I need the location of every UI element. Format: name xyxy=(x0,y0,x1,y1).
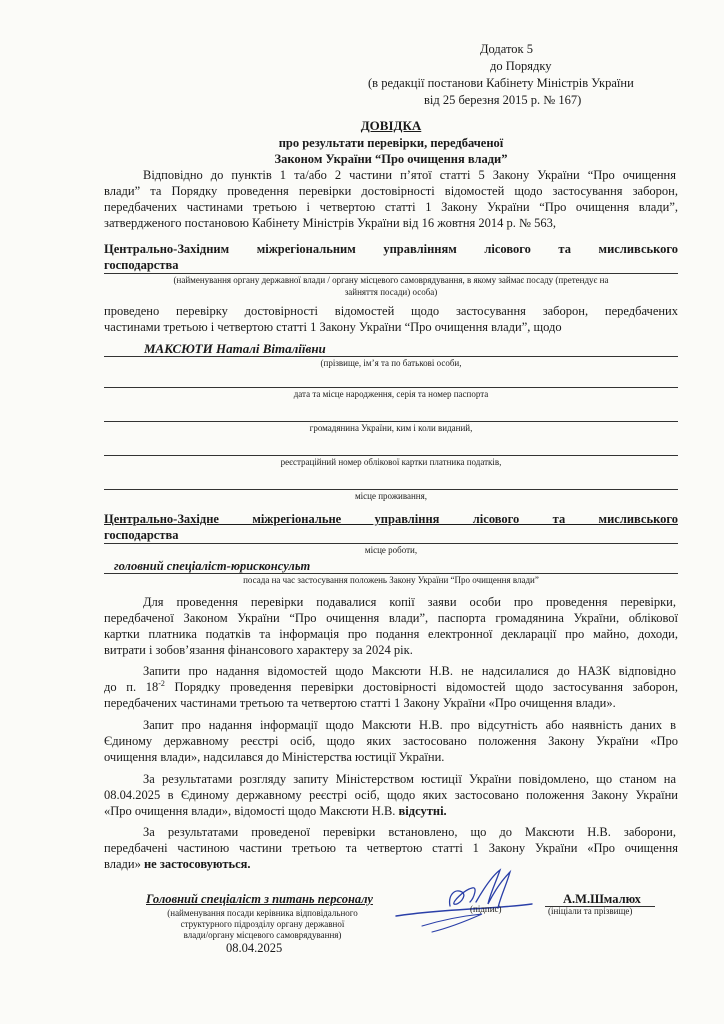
performed-line-1: проведено перевірку достовірності відомостей щодо застосування заборон, передбачених xyxy=(104,304,678,318)
paragraph-5-line-1: За результатами проведеної перевірки встановлено, що до Максюти Н.В. заборони, xyxy=(143,825,676,839)
paragraph-1-line-1: Для проведення перевірки подавалися копії заяви особи про проведення перевірки, xyxy=(143,595,676,609)
document-title: ДОВІДКА xyxy=(360,118,422,133)
intro-line-1: Відповідно до пунктів 1 та/або 2 частини п’ятої статті 5 Закону України “Про очищення xyxy=(143,168,676,182)
workplace-line-1: Центрально-Західне міжрегіональне управління лісового та мисливського xyxy=(104,512,678,526)
paragraph-2-line-1: Запити про надання відомостей щодо Максюти Н.В. не надсилалися до НАЗК відповідно xyxy=(143,664,676,678)
birth-caption: дата та місце народження, серія та номер паспорта xyxy=(293,389,489,399)
paragraph-4-line-3 xyxy=(104,804,447,819)
person-name-underline xyxy=(104,356,678,357)
intro-line-4: затвердженого постановою Кабінету Міністрів України від 16 жовтня 2014 р. № 563, xyxy=(104,216,556,230)
signatory-position-caption-1: (найменування посади керівника відповідального xyxy=(167,908,358,918)
signature-date: 08.04.2025 xyxy=(226,941,283,955)
position-underline xyxy=(104,573,678,574)
position-value: головний спеціаліст-юрисконсульт xyxy=(114,559,311,573)
position-caption: посада на час застосування положень Закону України “Про очищення влади” xyxy=(243,575,539,585)
tax-number-caption: реєстраційний номер облікової картки платника податків, xyxy=(280,457,502,467)
paragraph-4-line-3-text: «Про очищення влади», відомості щодо Максюти Н.В. xyxy=(104,804,399,818)
signatory-position: Головний спеціаліст з питань персоналу xyxy=(146,892,373,906)
authority-name-line-2: господарства xyxy=(104,258,179,272)
performed-line-2: частинами третьою і четвертою статті 1 Закону України “Про очищення влади”, щодо xyxy=(104,320,562,334)
citizen-caption: громадянина України, ким і коли виданий, xyxy=(309,423,473,433)
paragraph-2-line-3: передбачених частинами третьою та четвертою статті 1 Закону України «Про очищення влади». xyxy=(104,696,616,710)
paragraph-3-line-3: очищення влади», надсилався до Міністерства юстиції України. xyxy=(104,750,445,764)
paragraph-1-line-3: картки платника податків та інформація про подання електронної декларації про майно, доходи, xyxy=(104,627,678,641)
birth-underline xyxy=(104,387,678,388)
authority-underline xyxy=(104,273,678,274)
signatory-name: А.М.Шмалюх xyxy=(563,892,641,906)
signatory-position-caption-3: влади/органу місцевого самоврядування) xyxy=(183,930,342,940)
paragraph-5-result: не застосовуються. xyxy=(143,857,251,871)
appendix-date: від 25 березня 2015 р. № 167) xyxy=(424,93,582,107)
paragraph-5-line-3-text: влади» xyxy=(104,857,144,871)
paragraph-5-line-3 xyxy=(104,857,251,872)
paragraph-4-line-1: За результатами розгляду запиту Міністерством юстиції України повідомлено, що станом на xyxy=(143,772,676,786)
intro-line-2: влади” та Порядку проведення перевірки достовірності відомостей щодо застосування заборон, xyxy=(104,184,678,198)
handwritten-signature xyxy=(392,866,542,936)
authority-caption-1: (найменування органу державної влади / органу місцевого самоврядування, в якому займає посаду (претендує на xyxy=(173,275,609,285)
workplace-line-2: господарства xyxy=(104,528,179,542)
citizen-underline xyxy=(104,421,678,422)
signature-caption: (підпис) xyxy=(470,904,502,914)
intro-line-3: передбачених частинами третьою і четвертою статті 1 Закону України “Про очищення влади”, xyxy=(104,200,678,214)
paragraph-1-line-4: витрати і зобов’язання фінансового характеру за 2024 рік. xyxy=(104,643,413,657)
authority-name-line-1: Центрально-Західним міжрегіональним управлінням лісового та мисливського xyxy=(104,242,678,256)
authority-caption-2: зайняття посади) особа) xyxy=(344,287,438,297)
tax-number-underline xyxy=(104,455,678,456)
paragraph-2-line-2-start: до п. 18 xyxy=(104,680,159,694)
paragraph-2-line-2 xyxy=(104,680,678,695)
paragraph-1-line-2: передбаченої Законом України “Про очищення влади”, паспорта громадянина України, облікової xyxy=(104,611,678,625)
paragraph-4-line-2: 08.04.2025 в Єдиному державному реєстрі осіб, щодо яких застосовано положення Закону України xyxy=(104,788,678,802)
appendix-edition: (в редакції постанови Кабінету Міністрів України xyxy=(368,76,634,90)
appendix-order: до Порядку xyxy=(490,59,552,73)
paragraph-2-line-2-end: Порядку проведення перевірки достовірності відомостей щодо застосування заборон, xyxy=(164,680,678,694)
signatory-position-caption-2: структурного підрозділу органу державної xyxy=(180,919,345,929)
residence-underline xyxy=(104,489,678,490)
document-subtitle-2: Законом України “Про очищення влади” xyxy=(274,152,508,166)
person-name-caption: (прізвище, ім’я та по батькові особи, xyxy=(320,358,462,368)
paragraph-4-result: відсутні. xyxy=(398,804,447,818)
paragraph-3-line-1: Запит про надання інформації щодо Максюти Н.В. про відсутність або наявність даних в xyxy=(143,718,676,732)
paragraph-3-line-2: Єдиному державному реєстрі осіб, щодо яких застосовано положення Закону України «Про xyxy=(104,734,678,748)
appendix-number: Додаток 5 xyxy=(480,42,533,56)
person-name: МАКСЮТИ Наталі Віталіївни xyxy=(144,341,326,356)
document-subtitle-1: про результати перевірки, передбаченої xyxy=(278,136,504,150)
paragraph-5-line-2: передбачені частиною частини третьою та четвертою статті 1 Закону України «Про очищення xyxy=(104,841,678,855)
residence-caption: місце проживання, xyxy=(354,491,428,501)
signatory-name-caption: (ініціали та прізвище) xyxy=(548,906,633,916)
paragraph-2-superscript: -2 xyxy=(158,678,165,688)
workplace-underline xyxy=(104,543,678,544)
workplace-caption: місце роботи, xyxy=(364,545,418,555)
